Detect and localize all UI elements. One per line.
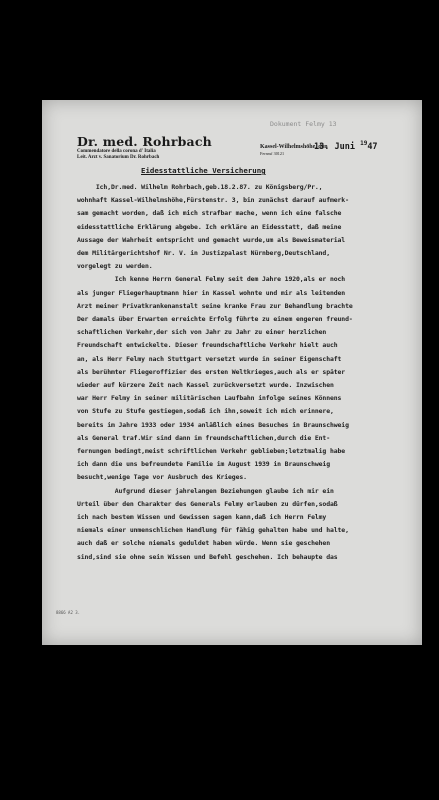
body-line: wohnhaft Kassel-Wilhelmshöhe,Fürstenstr. 3, bin zunächst darauf aufmerk- [77, 196, 349, 205]
body-line: besucht,wenige Tage vor Ausbruch des Krieges. [77, 473, 247, 482]
body-line: Urteil über den Charakter des Generals Felmy erlauben zu dürfen,sodaß [77, 499, 338, 508]
body-line: als berühmter Fliegeroffizier des ersten Weltkrieges,auch als er später [77, 367, 346, 376]
body-line: niemals einer unmenschlichen Handlung für fähig gehalten habe und halte, [77, 526, 349, 535]
footer-mark: 8866 A2 3. [56, 610, 81, 615]
date [314, 140, 378, 152]
document-title: Eidesstattliche Versicherung [141, 166, 266, 175]
body-line: Freundschaft entwickelte. Dieser freundschaftliche Verkehr hielt auch [77, 341, 338, 350]
body-line: wieder auf kürzere Zeit nach Kassel zurückversetzt wurde. Inzwischen [77, 381, 334, 390]
body-line: Der damals über Erwarten erreichte Erfolg führte zu einem engeren freund- [77, 315, 353, 324]
place-line: Kassel-Wilhelmshöhe, den [260, 144, 328, 150]
document-body [77, 181, 417, 564]
date-year-prefix: 19 [360, 140, 368, 147]
body-line: Ich,Dr.med. Wilhelm Rohrbach,geb.18.2.87. zu Königsberg/Pr., [77, 183, 323, 191]
phone-line: Fernruf 30121 [260, 151, 285, 156]
archive-label: Dokument Felmy 13 [270, 120, 337, 128]
body-line: Aufgrund dieser jahrelangen Beziehungen glaube ich mir ein [77, 486, 334, 495]
letterhead [77, 134, 212, 161]
body-line: ich dann die uns befreundete Familie im August 1939 in Braunschweig [77, 460, 330, 469]
body-line: als General traf.Wir sind dann im freundschaftlichen,durch die Ent- [77, 433, 330, 442]
body-line: sam gemacht worden, daß ich mich strafbar mache, wenn ich eine falsche [77, 209, 342, 218]
body-line: sind,sind sie ohne sein Wissen und Befehl geschehen. Ich behaupte das [77, 552, 338, 561]
date-day-month: 13. Juni [314, 141, 355, 152]
body-line: schaftlichen Verkehr,der sich von Jahr zu Jahr zu einer herzlichen [77, 328, 327, 337]
body-line: als junger Fliegerhauptmann hier in Kassel wohnte und mir als leitenden [77, 288, 346, 297]
body-line: Ich kenne Herrn General Felmy seit dem Jahre 1920,als er noch [77, 275, 346, 284]
letterhead-name: Dr. med. Rohrbach [77, 134, 212, 149]
body-line: war Herr Felmy in seiner militärischen Laufbahn infolge seines Könnens [77, 394, 342, 403]
body-line: von Stufe zu Stufe gestiegen,sodaß ich ihn,soweit ich mich erinnere, [77, 407, 334, 416]
body-line: ich nach bestem Wissen und Gewissen sagen kann,daß ich Herrn Felmy [77, 513, 327, 522]
body-line: vorgelegt zu werden. [77, 262, 153, 271]
body-line: bereits im Jahre 1933 oder 1934 anläßlich eines Besuches in Braunschweig [77, 420, 349, 429]
body-line: eidesstattliche Erklärung abgebe. Ich erkläre an Eidesstatt, daß meine [77, 222, 342, 231]
body-line: fernungen bedingt,meist schriftlichen Verkehr geblieben;letztmalig habe [77, 447, 346, 456]
document-page [42, 100, 422, 645]
body-line: Arzt meiner Privatkrankenanstalt seine kranke Frau zur Behandlung brachte [77, 301, 353, 310]
body-line: dem Militärgerichtshof Nr. V. in Justizpalast Nürnberg,Deutschland, [77, 249, 330, 258]
body-line: auch daß er solche niemals geduldet haben würde. Wenn sie geschehen [77, 539, 330, 548]
body-line: an, als Herr Felmy nach Stuttgart versetzt wurde in seiner Eigenschaft [77, 354, 342, 363]
body-line: Aussage der Wahrheit entspricht und gemacht wurde,um als Beweismaterial [77, 235, 346, 244]
letterhead-position-line: Leit. Arzt v. Sanatorium Dr. Rohrbach [77, 155, 160, 160]
date-year-suffix: 47 [367, 141, 378, 152]
letterhead-title-line: Commendatore della corona d' Italia [77, 149, 156, 154]
